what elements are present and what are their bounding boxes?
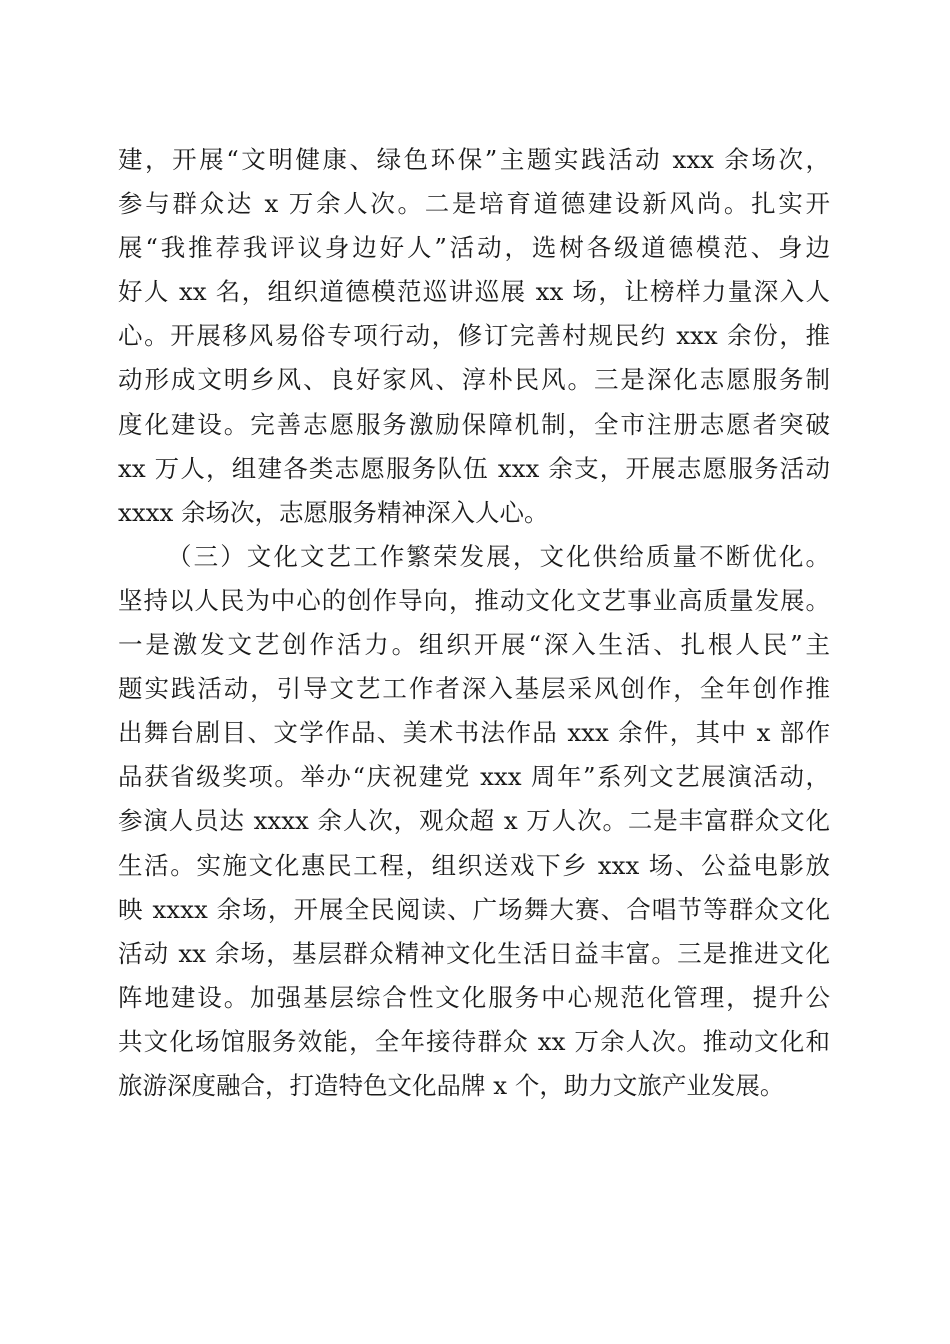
- paragraph-line: 品获省级奖项。举办“庆祝建党 xxx 周年”系列文艺展演活动，: [118, 762, 830, 792]
- paragraph-line: xxxx 余场次，志愿服务精神深入人心。: [118, 497, 549, 527]
- paragraph-line: 映 xxxx 余场，开展全民阅读、广场舞大赛、合唱节等群众文化: [118, 894, 830, 924]
- paragraph-line: 题实践活动，引导文艺工作者深入基层采风创作，全年创作推: [118, 674, 830, 704]
- paragraph-line: 一是激发文艺创作活力。组织开展“深入生活、扎根人民”主: [118, 630, 830, 660]
- paragraph-line: 坚持以人民为中心的创作导向，推动文化文艺事业高质量发展。: [118, 585, 830, 615]
- paragraph-line: 参与群众达 x 万余人次。二是培育道德建设新风尚。扎实开: [118, 189, 830, 219]
- paragraph-line: 建，开展“文明健康、绿色环保”主题实践活动 xxx 余场次，: [118, 145, 830, 174]
- paragraph-line: xx 万人，组建各类志愿服务队伍 xxx 余支，开展志愿服务活动: [118, 453, 830, 483]
- paragraph-line: 生活。实施文化惠民工程，组织送戏下乡 xxx 场、公益电影放: [118, 850, 830, 880]
- document-body: [118, 138, 830, 1108]
- paragraph-line: 活动 xx 余场，基层群众精神文化生活日益丰富。三是推进文化: [118, 938, 830, 968]
- paragraph-line: 好人 xx 名，组织道德模范巡讲巡展 xx 场，让榜样力量深入人: [118, 277, 830, 307]
- paragraph-line: 动形成文明乡风、良好家风、淳朴民风。三是深化志愿服务制: [118, 365, 830, 395]
- paragraph-line: 旅游深度融合，打造特色文化品牌 x 个，助力文旅产业发展。: [118, 1070, 785, 1100]
- paragraph-line: 心。开展移风易俗专项行动，修订完善村规民约 xxx 余份，推: [118, 321, 830, 351]
- paragraph-line: 共文化场馆服务效能，全年接待群众 xx 万余人次。推动文化和: [118, 1026, 830, 1056]
- paragraph-line: 展“我推荐我评议身边好人”活动，选树各级道德模范、身边: [118, 233, 830, 263]
- paragraph-line: 出舞台剧目、文学作品、美术书法作品 xxx 余件，其中 x 部作: [118, 718, 830, 748]
- paragraph-line: 阵地建设。加强基层综合性文化服务中心规范化管理，提升公: [118, 982, 830, 1012]
- section-heading-line: （三）文化文艺工作繁荣发展，文化供给质量不断优化。: [167, 541, 830, 571]
- paragraph-line: 参演人员达 xxxx 余人次，观众超 x 万人次。二是丰富群众文化: [118, 806, 830, 836]
- paragraph-line: 度化建设。完善志愿服务激励保障机制，全市注册志愿者突破: [118, 409, 830, 439]
